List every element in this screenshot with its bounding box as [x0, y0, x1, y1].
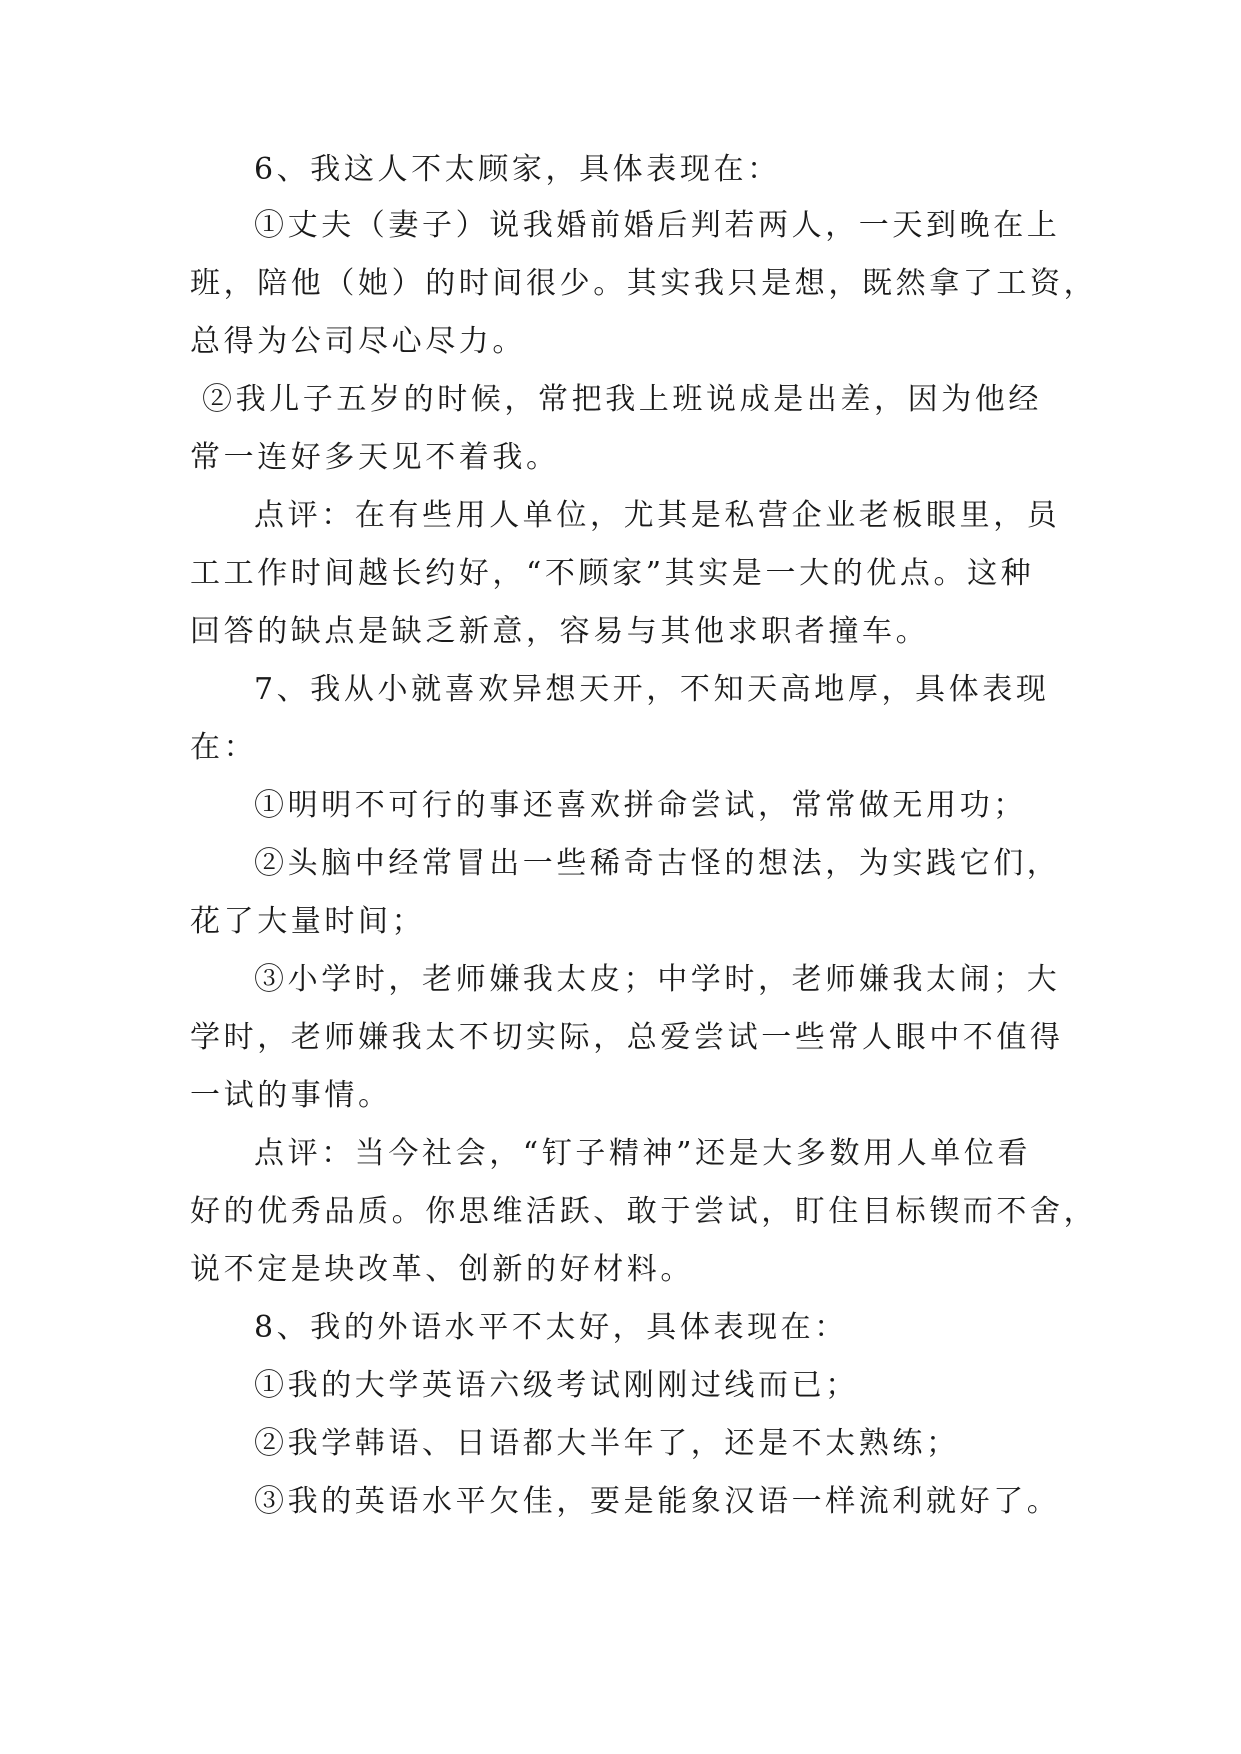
paragraph-line: ③小学时，老师嫌我太皮；中学时，老师嫌我太闹；大 [254, 962, 1061, 997]
paragraph-line: ②我学韩语、日语都大半年了，还是不太熟练； [254, 1426, 960, 1461]
heading-item-6: 6、我这人不太顾家，具体表现在： [254, 152, 781, 187]
heading-item-8: 8、我的外语水平不太好，具体表现在： [254, 1310, 848, 1345]
comment-line: 点评：在有些用人单位，尤其是私营企业老板眼里，员 [254, 498, 1061, 533]
comment-line: 好的优秀品质。你思维活跃、敢于尝试，盯住目标锲而不舍， [190, 1194, 1098, 1229]
paragraph-line: 一试的事情。 [190, 1078, 392, 1113]
comment-line: 回答的缺点是缺乏新意，容易与其他求职者撞车。 [190, 614, 930, 649]
paragraph-line: 常一连好多天见不着我。 [190, 440, 560, 475]
paragraph-line: ③我的英语水平欠佳，要是能象汉语一样流利就好了。 [254, 1484, 1061, 1519]
paragraph-line: 班，陪他（她）的时间很少。其实我只是想，既然拿了工资， [190, 266, 1098, 301]
paragraph-line: 学时，老师嫌我太不切实际，总爱尝试一些常人眼中不值得 [190, 1020, 1064, 1055]
paragraph-line: 花了大量时间； [190, 904, 426, 939]
paragraph-line: ①明明不可行的事还喜欢拼命尝试，常常做无用功； [254, 788, 1027, 823]
paragraph-line: 在： [190, 730, 258, 765]
heading-item-7: 7、我从小就喜欢异想天开，不知天高地厚，具体表现 [254, 672, 1050, 707]
paragraph-line: ①我的大学英语六级考试刚刚过线而已； [254, 1368, 859, 1403]
paragraph-line: 总得为公司尽心尽力。 [190, 324, 526, 359]
comment-line: 工工作时间越长约好，“不顾家”其实是一大的优点。这种 [190, 556, 1035, 591]
comment-line: 点评：当今社会，“钉子精神”还是大多数用人单位看 [254, 1136, 1032, 1171]
paragraph-line: ②我儿子五岁的时候，常把我上班说成是出差，因为他经 [202, 382, 1042, 417]
paragraph-line: ①丈夫（妻子）说我婚前婚后判若两人，一天到晚在上 [254, 208, 1061, 243]
paragraph-line: ②头脑中经常冒出一些稀奇古怪的想法，为实践它们， [254, 846, 1061, 881]
comment-line: 说不定是块改革、创新的好材料。 [190, 1252, 694, 1287]
